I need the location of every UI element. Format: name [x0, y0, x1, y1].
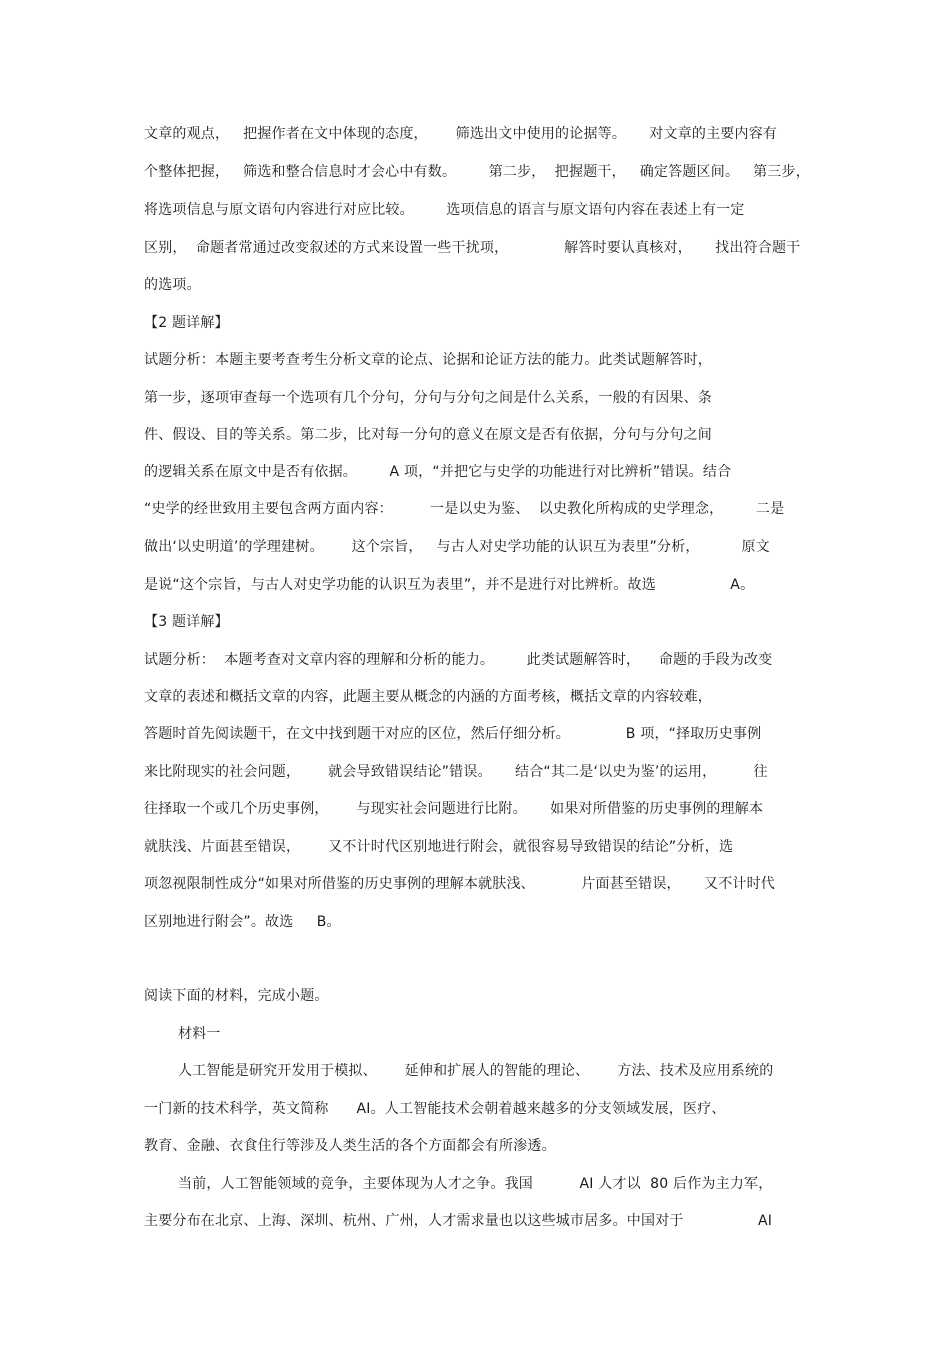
text-line: 第一步，逐项审查每一个选项有几个分句，分句与分句之间是什么关系，一般的有因果、条: [144, 390, 712, 406]
section-heading: 【2 题详解】: [144, 315, 229, 331]
text-line: 答题时首先阅读题干，在文中找到题干对应的区位，然后仔细分析。 B 项，“择取历史事例: [144, 726, 762, 742]
text-line: 做出‘以史明道’的学理建树。 这个宗旨， 与古人对史学功能的认识互为表里”分析， 原文: [144, 539, 770, 555]
text-line: 个整体把握， 筛选和整合信息时才会心中有数。 第二步， 把握题干， 确定答题区间。 第三步，: [144, 164, 810, 180]
instruction-line: 阅读下面的材料，完成小题。: [144, 988, 329, 1004]
text-line: 当前，人工智能领域的竞争，主要体现为人才之争。我国 AI 人才以 80 后作为主力军，: [178, 1176, 773, 1192]
text-line: 教育、金融、衣食住行等涉及人类生活的各个方面都会有所渗透。: [144, 1138, 556, 1154]
section-heading: 【3 题详解】: [144, 614, 229, 630]
text-line: 区别， 命题者常通过改变叙述的方式来设置一些干扰项， 解答时要认真核对， 找出符合题干: [144, 240, 801, 256]
text-line: 主要分布在北京、上海、深圳、杭州、广州，人才需求量也以这些城市居多。中国对于 AI: [144, 1213, 773, 1229]
text-line: 来比附现实的社会问题， 就会导致错误结论”错误。 结合“其二是‘以史为鉴’的运用， 往: [144, 764, 768, 780]
text-line: “史学的经世致用主要包含两方面内容： 一是以史为鉴、 以史教化所构成的史学理念， 二是: [144, 501, 785, 517]
text-line: 人工智能是研究开发用于模拟、 延伸和扩展人的智能的理论、 方法、技术及应用系统的: [178, 1063, 774, 1079]
text-line: 一门新的技术科学，英文简称 AI。人工智能技术会朝着越来越多的分支领域发展，医疗、: [144, 1101, 726, 1117]
text-line: 文章的表述和概括文章的内容，此题主要从概念的内涵的方面考核，概括文章的内容较难，: [144, 689, 712, 705]
text-line: 就肤浅、片面甚至错误， 又不计时代区别地进行附会，就很容易导致错误的结论”分析，选: [144, 839, 734, 855]
text-line: 的选项。: [144, 277, 201, 293]
text-line: 往择取一个或几个历史事例， 与现实社会问题进行比附。 如果对所借鉴的历史事例的理解本: [144, 801, 764, 817]
text-line: 将选项信息与原文语句内容进行对应比较。 选项信息的语言与原文语句内容在表述上有一定: [144, 202, 745, 218]
material-heading: 材料一: [178, 1026, 221, 1042]
text-line: 项忽视限制性成分“如果对所借鉴的历史事例的理解本就肤浅、 片面甚至错误， 又不计时代: [144, 876, 776, 892]
text-line: 件、假设、目的等关系。第二步，比对每一分句的意义在原文是否有依据，分句与分句之间: [144, 427, 712, 443]
text-line: 的逻辑关系在原文中是否有依据。 A 项，“并把它与史学的功能进行对比辨析”错误。结合: [144, 464, 732, 480]
text-line: 文章的观点， 把握作者在文中体现的态度， 筛选出文中使用的论据等。 对文章的主要内容有: [144, 126, 778, 142]
text-line: 区别地进行附会”。故选 B。: [144, 914, 341, 930]
text-line: 试题分析：本题主要考查考生分析文章的论点、论据和论证方法的能力。此类试题解答时，: [144, 352, 712, 368]
text-line: 是说“这个宗旨，与古人对史学功能的认识互为表里”，并不是进行对比辨析。故选 A。: [144, 577, 755, 593]
text-line: 试题分析： 本题考查对文章内容的理解和分析的能力。 此类试题解答时， 命题的手段为改变: [144, 652, 773, 668]
